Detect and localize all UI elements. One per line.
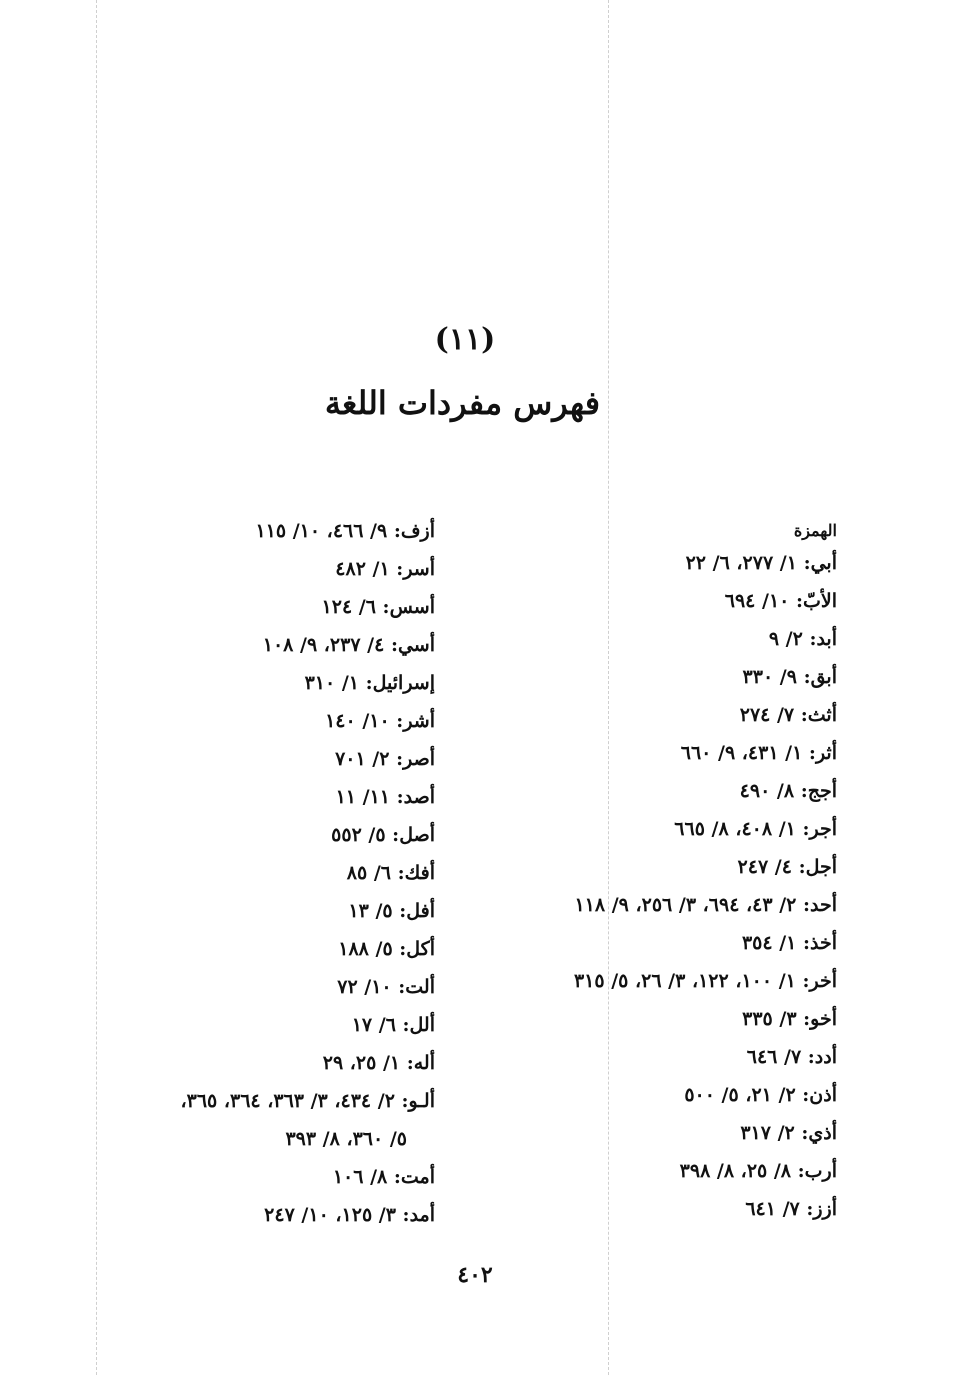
- index-entry: أشر: ١٠/ ١٤٠: [325, 710, 435, 732]
- index-entry: أخذ: ١/ ٣٥٤: [741, 932, 837, 954]
- index-entry: أخر: ١/ ١٠٠، ١٢٢، ٣/ ٢٦، ٥/ ٣١٥: [573, 970, 837, 992]
- index-number: (١١): [434, 322, 496, 357]
- index-entry: أزز: ٧/ ٦٤١: [745, 1198, 837, 1220]
- index-entry: ألت: ١٠/ ٧٢: [337, 976, 435, 998]
- index-entry: أصد: ١١/ ١١: [335, 786, 435, 808]
- index-entry: أجر: ١/ ٤٠٨، ٨/ ٦٦٥: [674, 818, 837, 840]
- index-entry: أسي: ٤/ ٢٣٧، ٩/ ١٠٨: [262, 634, 435, 656]
- section-heading: الهمزة: [793, 521, 837, 540]
- index-entry: أثر: ١/ ٤٣١، ٩/ ٦٦٠: [680, 742, 837, 764]
- index-entry: أمد: ٣/ ١٢٥، ١٠/ ٢٤٧: [264, 1204, 435, 1226]
- index-entry: أدد: ٧/ ٦٤٦: [746, 1046, 837, 1068]
- index-entry: ألل: ٦/ ١٧: [351, 1014, 435, 1036]
- index-entry: أسر: ١/ ٤٨٢: [335, 558, 435, 580]
- index-column-left: [5, 512, 435, 1234]
- index-entry: أسس: ٦/ ١٢٤: [321, 596, 435, 618]
- index-entry: أزف: ٩/ ٤٦٦، ١٠/ ١١٥: [255, 520, 435, 542]
- index-entry: أفك: ٦/ ٨٥: [346, 862, 435, 884]
- index-entry: أله: ١/ ٢٥، ٢٩: [322, 1052, 435, 1074]
- index-entry: أجل: ٤/ ٢٤٧: [737, 856, 837, 878]
- page-title: فهرس مفردات اللغة: [324, 384, 600, 422]
- index-entry: أصل: ٥/ ٥٥٢: [331, 824, 435, 846]
- index-entry: أبد: ٢/ ٩: [768, 628, 837, 650]
- index-entry: ألـو: ٢/ ٤٣٤، ٣/ ٣٦٣، ٣٦٤، ٣٦٥،: [180, 1090, 435, 1112]
- index-entry: أصر: ٢/ ٧٠١: [335, 748, 435, 770]
- page-number: ٤٠٢: [457, 1262, 493, 1288]
- index-entry: أثث: ٧/ ٢٧٤: [739, 704, 837, 726]
- index-entry: أرب: ٨/ ٢٥، ٨/ ٣٩٨: [679, 1160, 837, 1182]
- index-entry: أمت: ٨/ ١٠٦: [332, 1166, 435, 1188]
- index-entry: أحد: ٢/ ٤٣، ٦٩٤، ٣/ ٢٥٦، ٩/ ١١٨: [574, 894, 837, 916]
- index-entry: أذن: ٢/ ٢١، ٥/ ٥٠٠: [684, 1084, 837, 1106]
- index-entry: إسرائيل: ١/ ٣١٠: [304, 672, 435, 694]
- index-entry: أفل: ٥/ ١٣: [348, 900, 435, 922]
- index-entry: أبق: ٩/ ٣٣٠: [742, 666, 837, 688]
- index-entry-continuation: ٥/ ٣٦٠، ٨/ ٣٩٣: [285, 1128, 407, 1150]
- index-entry: أخو: ٣/ ٣٣٥: [742, 1008, 837, 1030]
- index-entry: أكل: ٥/ ١٨٨: [338, 938, 435, 960]
- index-entry: أجج: ٨/ ٤٩٠: [739, 780, 837, 802]
- index-entry: أذي: ٢/ ٣١٧: [740, 1122, 837, 1144]
- index-entry: الأبّ: ١٠/ ٦٩٤: [724, 590, 837, 612]
- index-entry: أبي: ١/ ٢٧٧، ٦/ ٢٢: [685, 552, 837, 574]
- index-column-right: [417, 512, 837, 1228]
